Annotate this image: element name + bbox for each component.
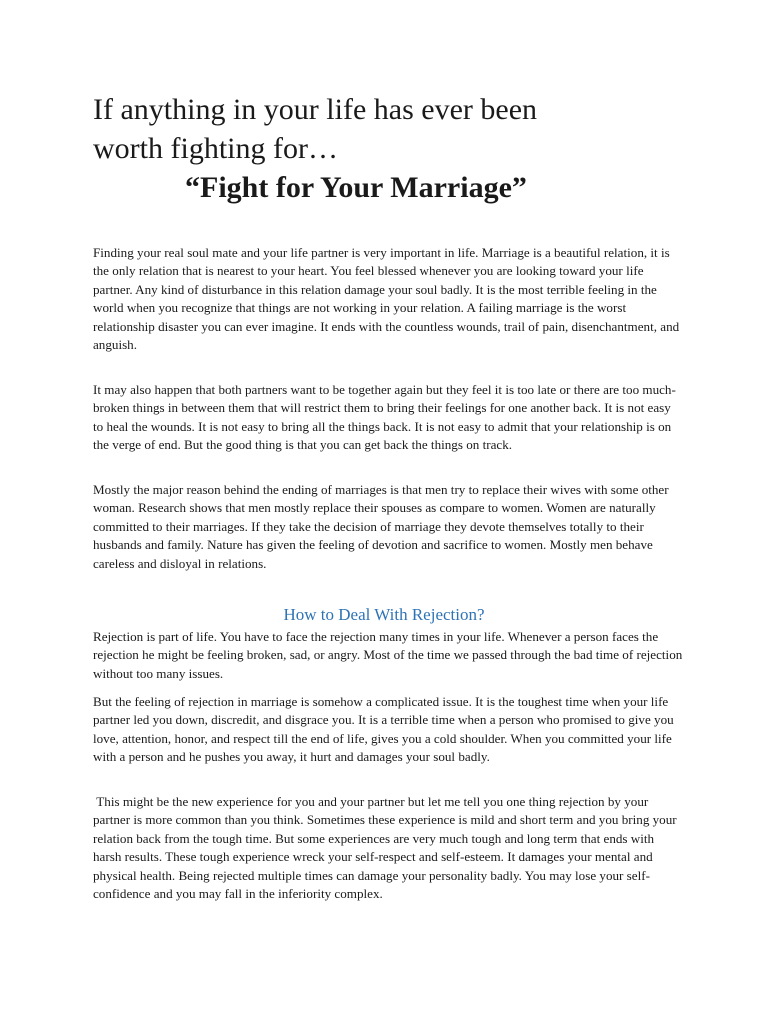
paragraph-intro-2: It may also happen that both partners want to be together again but they feel it is too late or there are too much-broken things in between them that will restrict them to bring their feelings for one another back. It is not easy to heal the wounds. It is not easy to bring all the things back. It is not easy to admit that your relationship is on the verge of end. But the good thing is that you can get back the things on track.: [93, 382, 676, 453]
paragraph-intro-3: Mostly the major reason behind the ending of marriages is that men try to replace their wives with some other woman. Research shows that men mostly replace their spouses as compare to women. Women are naturally committed to their marriages. If they take the decision of marriage they devote themselves totally to their husbands and family. Nature has given the feeling of devotion and sacrifice to women. Mostly men behave careless and disloyal in relations.: [93, 482, 669, 571]
section-heading-rejection: How to Deal With Rejection?: [283, 605, 485, 624]
title-line-2: worth fighting for…: [93, 132, 338, 165]
paragraph-intro-1: Finding your real soul mate and your life partner is very important in life. Marriage is a beautiful relation, it is the only relation that is nearest to your heart. You feel blessed whenever you are looking toward your life partner. Any kind of disturbance in this relation damage your soul badly. It is the most terrible feeling in the world when you recognize that things are not working in your relation. A failing marriage is the worst relationship disaster you can ever imagine. It ends with the countless wounds, trail of pain, disenchantment, and anguish.: [93, 245, 680, 353]
paragraph-rejection-3: This might be the new experience for you and your partner but let me tell you one thing rejection by your partner is more common than you think. Sometimes these experience is mild and short term and you bring your relation back from the tough time. But some experiences are very much tough and long term that ends with harsh results. These tough experience wreck your self-respect and self-esteem. It damages your mental and physical health. Being rejected multiple times can damage your personality badly. You may lose your self-confidence and you may fall in the inferiority complex.: [93, 794, 680, 902]
paragraph-rejection-2: But the feeling of rejection in marriage is somehow a complicated issue. It is the toughest time when your life partner led you down, discredit, and disgrace you. It is a terrible time when a person who promised to give you love, attention, honor, and respect till the end of life, gives you a cold shoulder. When you committed your life with a person and he pushes you away, it hurt and damages your soul badly.: [93, 694, 674, 765]
subtitle: “Fight for Your Marriage”: [185, 171, 527, 204]
paragraph-rejection-1: Rejection is part of life. You have to face the rejection many times in your life. Whenever a person faces the rejection he might be feeling broken, sad, or angry. Most of the time we passed through the bad time of rejection without too many issues.: [93, 629, 683, 681]
title-line-1: If anything in your life has ever been: [93, 93, 538, 126]
